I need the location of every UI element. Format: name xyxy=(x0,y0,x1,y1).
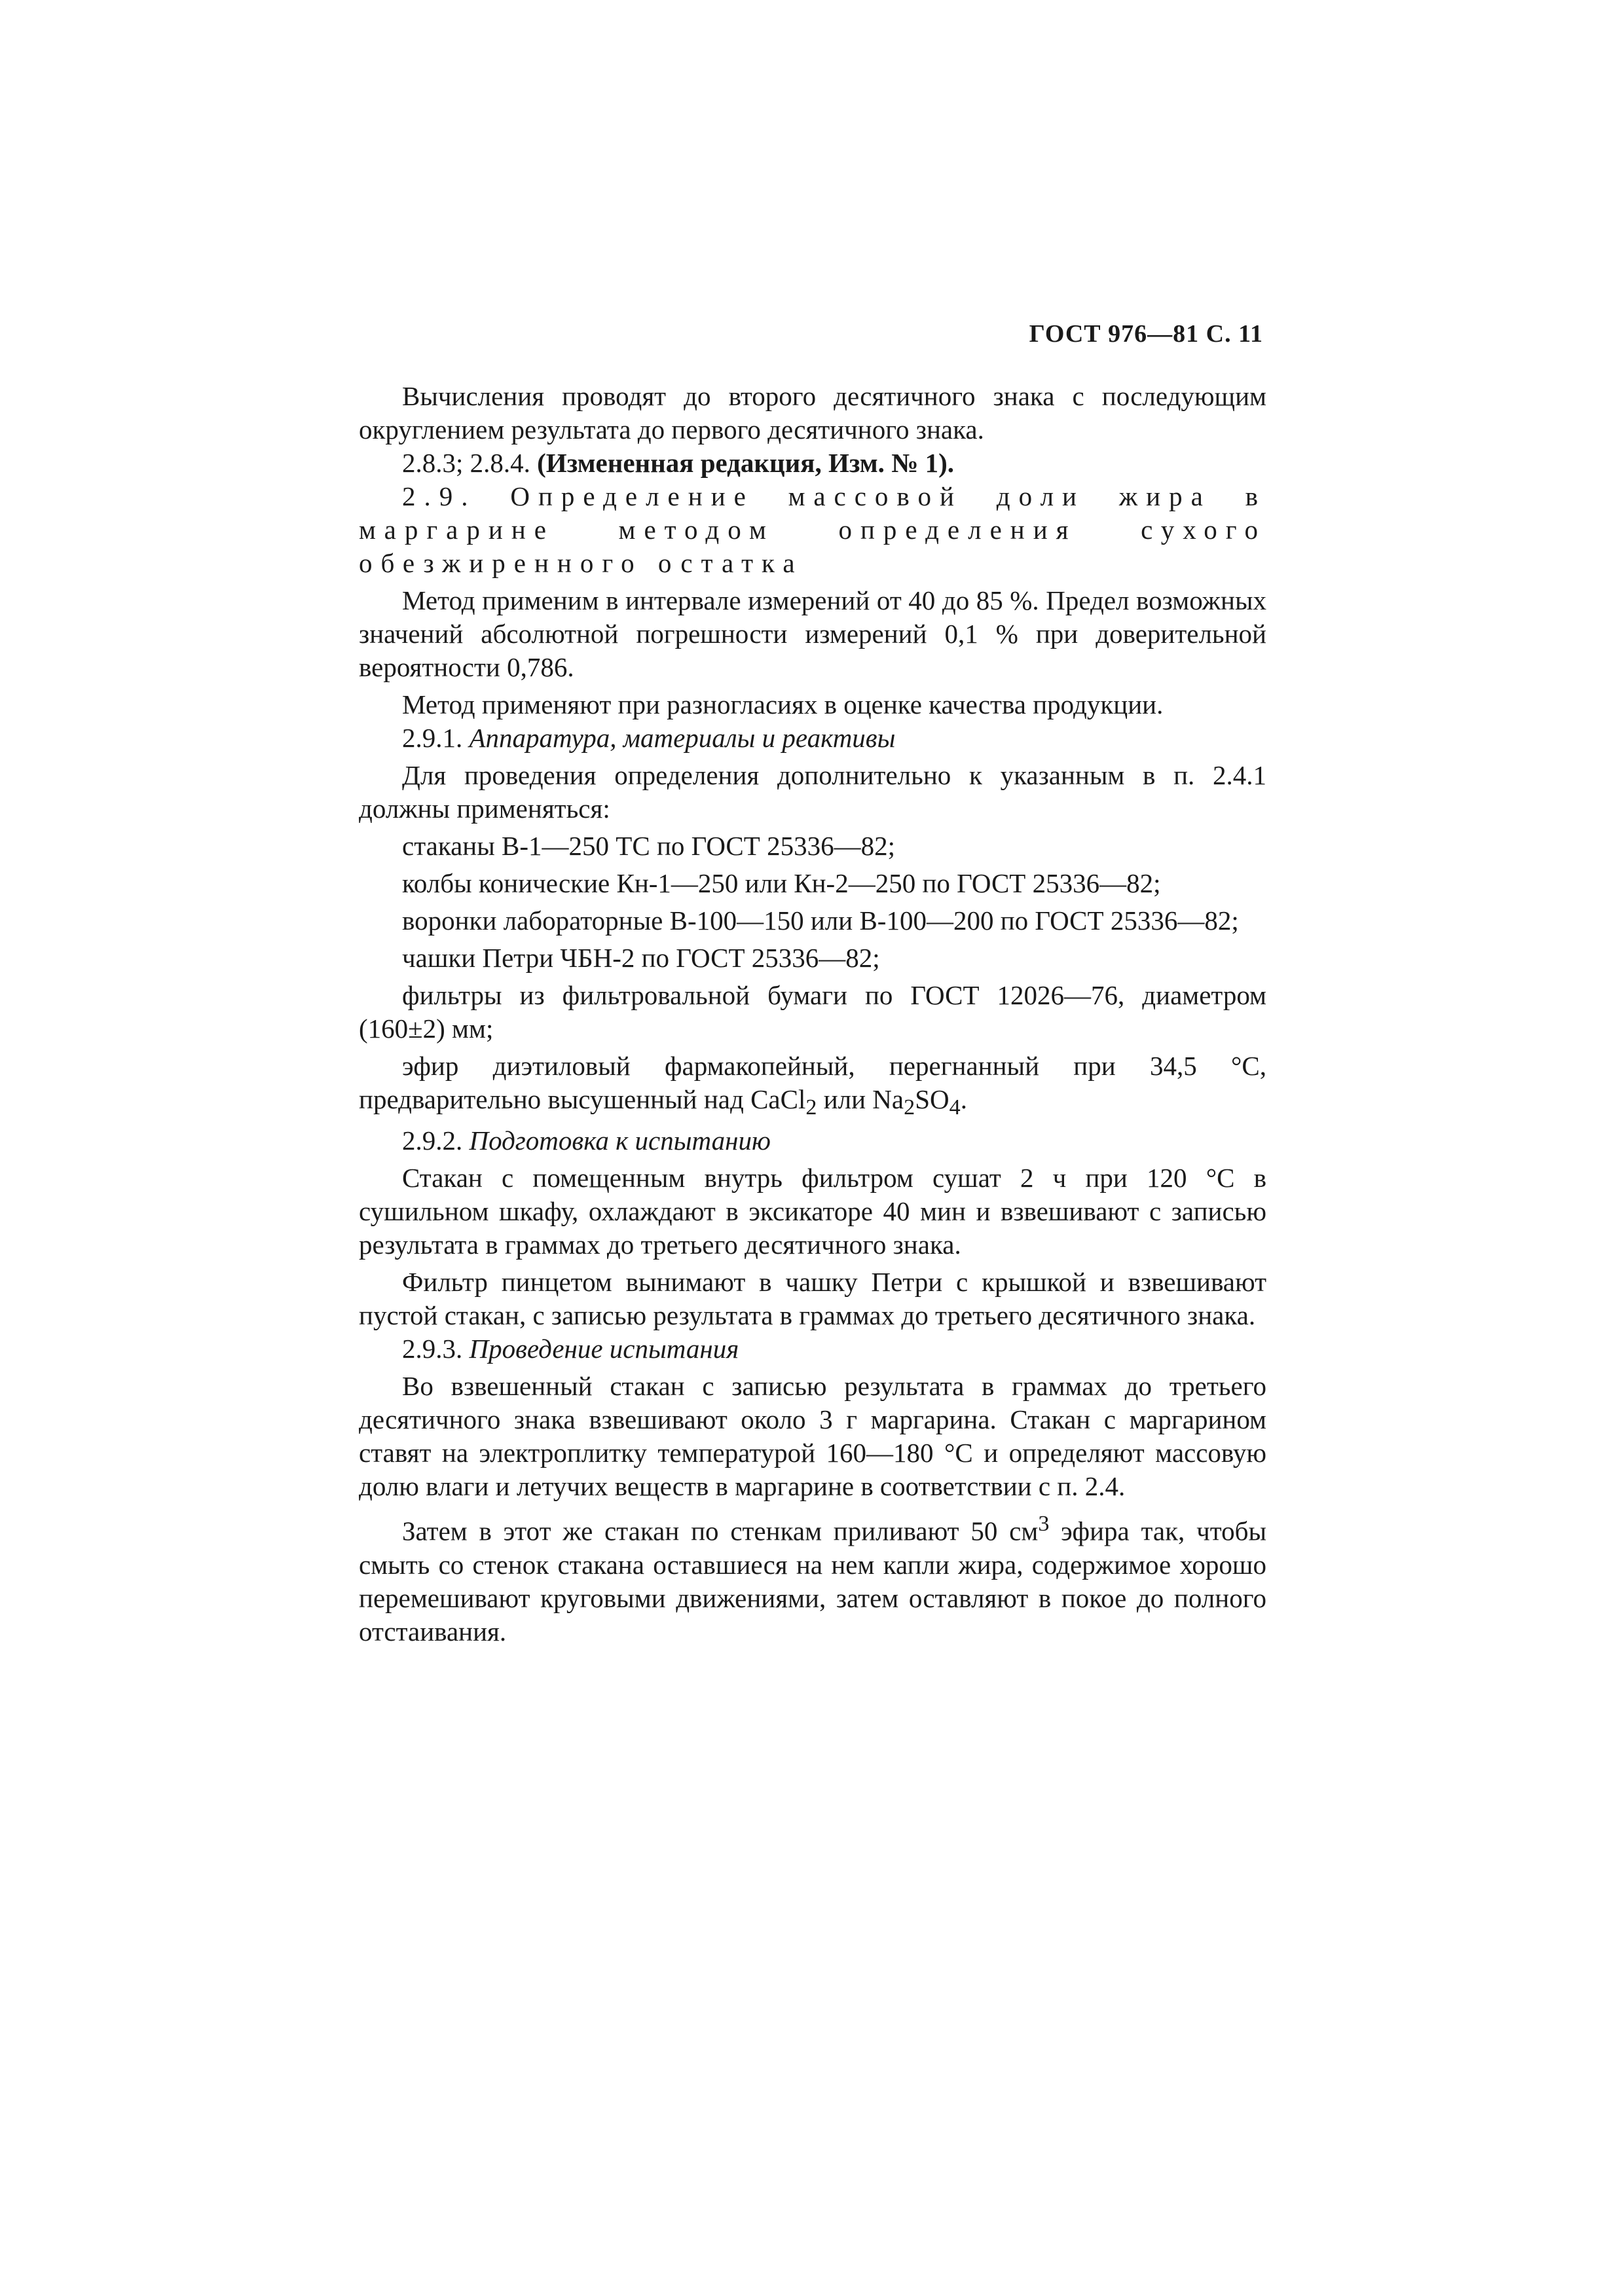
paragraph-amendment-note: 2.8.3; 2.8.4. (Измененная редакция, Изм. № 1). xyxy=(402,448,955,478)
paragraph-equipment-intro: Для проведения определения дополнительно к указанным в п. 2.4.1 должны применяться: xyxy=(359,760,1266,824)
document-body xyxy=(359,380,1266,1649)
list-item-ether: эфир диэтиловый фармакопейный, перегнанный при 34,5 °С, предварительно высушенный над CaCl$_2$ или $Na_2SO_4$. xyxy=(359,1051,1266,1120)
paragraph-calculation-precision: Вычисления проводят до второго десятичного знака с последующим округлением результата до первого десятичного знака. xyxy=(359,381,1266,445)
paragraph-weighing-procedure: Во взвешенный стакан с записью результата в граммах до третьего десятичного знака взвешивают около 3 г маргарина. Стакан с маргарином ставят на электроплитку температурой 160—180 °С и определяют массовую долю влаги и летучих веществ в маргарине в соответствии с п. 2.4. xyxy=(359,1371,1266,1502)
paragraph-method-usage: Метод применяют при разногласиях в оценке качества продукции. xyxy=(402,689,1164,720)
list-item-funnels: воронки лабораторные В-100—150 или В-100—200 по ГОСТ 25336—82; xyxy=(402,905,1239,936)
subsection-heading-2-9-2: 2.9.2. Подготовка к испытанию xyxy=(402,1125,771,1156)
running-header: ГОСТ 976—81 С. 11 xyxy=(1029,320,1263,348)
list-item-petri-dishes: чашки Петри ЧБН-2 по ГОСТ 25336—82; xyxy=(402,943,880,973)
subsection-heading-2-9-1: 2.9.1. Аппаратура, материалы и реактивы xyxy=(402,723,896,753)
list-item-flasks: колбы конические Кн-1—250 или Кн-2—250 по ГОСТ 25336—82; xyxy=(402,868,1161,898)
section-heading-2-9: 2.9. Определение массовой доли жира в маргарине методом определения сухого обезжиренного остатка xyxy=(359,481,1266,578)
amendment-label: (Измененная редакция, Изм. № 1). xyxy=(537,448,955,478)
list-item-beakers: стаканы В-1—250 ТС по ГОСТ 25336—82; xyxy=(402,831,895,861)
paragraph-filter-removal: Фильтр пинцетом вынимают в чашку Петри с крышкой и взвешивают пустой стакан, с записью результата в граммах до третьего десятичного знака. xyxy=(359,1267,1266,1331)
list-item-filters: фильтры из фильтровальной бумаги по ГОСТ 12026—76, диаметром (160±2) мм; xyxy=(359,980,1266,1044)
paragraph-method-range: Метод применим в интервале измерений от 40 до 85 %. Предел возможных значений абсолютной погрешности измерений 0,1 % при доверительной вероятности 0,786. xyxy=(359,585,1266,682)
subsection-heading-2-9-3: 2.9.3. Проведение испытания xyxy=(402,1334,739,1364)
paragraph-ether-addition: Затем в этот же стакан по стенкам приливают 50 $см^3$ эфира так, чтобы смыть со стенок стакана оставшиеся на нем капли жира, содержимое хорошо перемешивают круговыми движениями, затем оставляют в покое до полного отстаивания. xyxy=(359,1512,1266,1647)
paragraph-beaker-drying: Стакан с помещенным внутрь фильтром сушат 2 ч при 120 °С в сушильном шкафу, охлаждают в эксикаторе 40 мин и взвешивают с записью результата в граммах до третьего десятичного знака. xyxy=(359,1163,1266,1260)
